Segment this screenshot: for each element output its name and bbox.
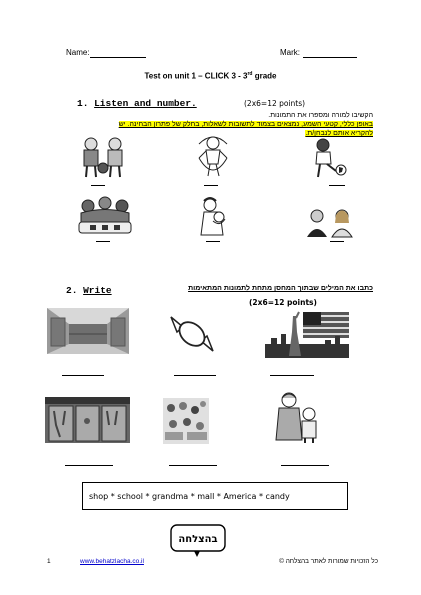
mark-line[interactable]: [303, 57, 357, 58]
q1-points: (2x6=12 points): [244, 99, 306, 108]
candy-image: [169, 312, 215, 356]
copyright-notice: כל הזכויות שמורות לאתר בהצלחה ©: [279, 558, 378, 565]
q1-note-line2: להקריא אותם לנבחן/ת.: [305, 130, 373, 137]
name-line[interactable]: [90, 57, 146, 58]
q1-answer-line-3[interactable]: [329, 185, 345, 186]
behatzlacha-logo: [170, 524, 226, 558]
q1-answer-line-5[interactable]: [206, 241, 220, 242]
q2-heading: 2. Write: [66, 285, 112, 296]
q1-heading: 1. Listen and number.: [77, 98, 197, 109]
q1-instruction: הקשיבו למורה ומספרו את התמונות.: [268, 112, 373, 119]
woman-holding-baby-image: [198, 197, 228, 237]
name-label: Name:: [66, 48, 90, 57]
girl-kicking-ball-image: [308, 137, 348, 179]
man-and-woman-portraits-image: [305, 207, 355, 239]
logo-text: בהצלחה: [178, 534, 218, 545]
grandma-with-boy-image: [271, 390, 323, 444]
q2-answer-line-4[interactable]: [65, 465, 113, 466]
q1-answer-line-1[interactable]: [91, 185, 105, 186]
q2-answer-line-2[interactable]: [174, 375, 216, 376]
mark-label: Mark:: [280, 48, 300, 57]
q1-answer-line-6[interactable]: [330, 241, 344, 242]
website-link[interactable]: www.behatzlacha.co.il: [80, 558, 144, 565]
q1-note-line1: באופן כללי, קטעי השמע, נמצאים בצמוד לתשובות לשאלות, בחלק של פתרון הבחינה. יש: [118, 121, 373, 128]
q2-instruction: כתבו את המילים שבתוך המחסן מתחת לתמונות המתאימות: [188, 285, 373, 292]
test-title: Test on unit 1 – CLICK 3 - 3rd grade: [144, 71, 277, 81]
shop-front-image: [45, 397, 130, 443]
page-number: 1: [47, 558, 51, 565]
q2-answer-line-1[interactable]: [62, 375, 104, 376]
boy-jumping-rope-image: [196, 134, 230, 178]
statue-of-liberty-and-flag-image: [265, 312, 349, 358]
two-boys-with-ball-image: [78, 136, 128, 178]
word-bank: shop * school * grandma * mall * America * candy: [82, 482, 348, 510]
q1-answer-line-2[interactable]: [204, 185, 218, 186]
classroom-image: [163, 398, 209, 444]
group-at-table-image: [78, 196, 132, 236]
q1-answer-line-4[interactable]: [96, 241, 110, 242]
q2-answer-line-3[interactable]: [270, 375, 314, 376]
q2-answer-line-5[interactable]: [169, 465, 217, 466]
q2-answer-line-6[interactable]: [281, 465, 329, 466]
shopping-mall-image: [47, 308, 129, 354]
q2-points: (2x6=12 points): [249, 298, 317, 307]
